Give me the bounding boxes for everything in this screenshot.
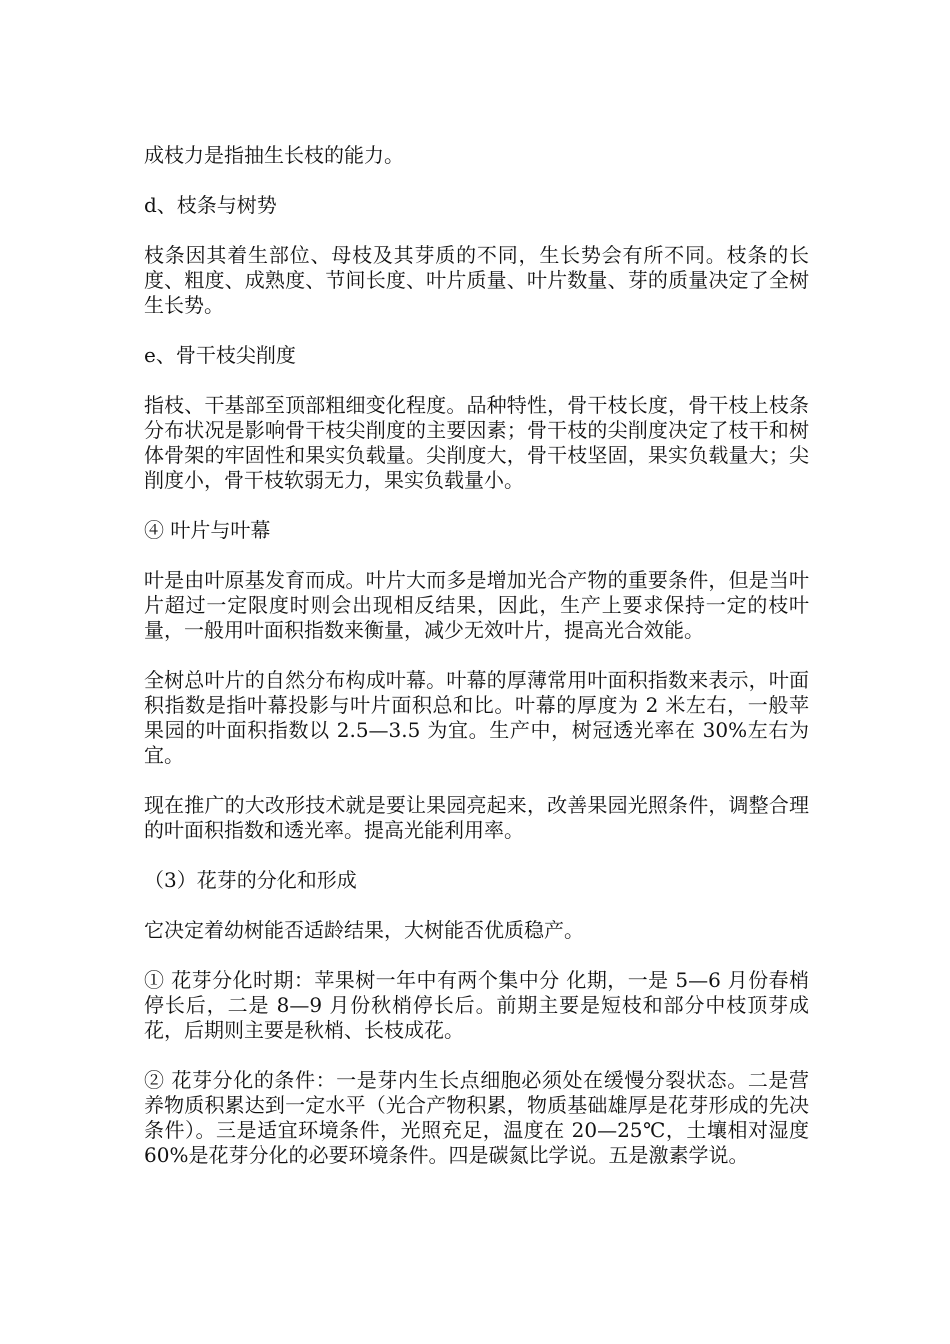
paragraph-branch-vigor: 枝条因其着生部位、母枝及其芽质的不同，生长势会有所不同。枝条的长度、粗度、成熟度、节间长度、叶片质量、叶片数量、芽的质量决定了全树生长势。 (144, 243, 809, 317)
paragraph-leaf-development: 叶是由叶原基发育而成。叶片大而多是增加光合产物的重要条件，但是当叶片超过一定限度时则会出现相反结果，因此，生产上要求保持一定的枝叶量，一般用叶面积指数来衡量，减少无效叶片，提高光合效能。 (144, 568, 809, 642)
heading-branch-and-vigor: d、枝条与树势 (144, 193, 277, 217)
paragraph-bud-importance: 它决定着幼树能否适龄结果，大树能否优质稳产。 (144, 918, 584, 942)
heading-flower-bud-differentiation: （3）花芽的分化和形成 (144, 868, 357, 892)
paragraph-differentiation-period: ① 花芽分化时期：苹果树一年中有两个集中分 化期，一是 5—6 月份春梢停长后，二是 8—9 月份秋梢停长后。前期主要是短枝和部分中枝顶芽成花，后期则主要是秋梢、长枝成花。 (144, 968, 809, 1042)
heading-leaves-and-canopy: ④ 叶片与叶幕 (144, 518, 271, 542)
heading-scaffold-taper: e、骨干枝尖削度 (144, 343, 296, 367)
paragraph-differentiation-conditions: ② 花芽分化的条件：一是芽内生长点细胞必须处在缓慢分裂状态。二是营养物质积累达到一定水平（光合产物积累，物质基础雄厚是花芽形成的先决条件）。三是适宜环境条件，光照充足，温度在 20—25℃，土壤相对湿度 60%是花芽分化的必要环境条件。四是碳氮比学说。五是激素学说。 (144, 1068, 809, 1167)
paragraph-canopy-structure: 全树总叶片的自然分布构成叶幕。叶幕的厚薄常用叶面积指数来表示，叶面积指数是指叶幕投影与叶片面积总和比。叶幕的厚度为 2 米左右，一般苹果园的叶面积指数以 2.5—3.5 为宜。生产中，树冠透光率在 30%左右为宜。 (144, 668, 809, 767)
paragraph-scaffold-taper: 指枝、干基部至顶部粗细变化程度。品种特性，骨干枝长度，骨干枝上枝条分布状况是影响骨干枝尖削度的主要因素；骨干枝的尖削度决定了枝干和树体骨架的牢固性和果实负载量。尖削度大，骨干枝坚固，果实负载量大；尖削度小，骨干枝软弱无力，果实负载量小。 (144, 393, 809, 492)
paragraph-shoot-forming-ability: 成枝力是指抽生长枝的能力。 (144, 143, 404, 167)
paragraph-reshaping-technique: 现在推广的大改形技术就是要让果园亮起来，改善果园光照条件，调整合理的叶面积指数和透光率。提高光能利用率。 (144, 793, 809, 842)
document-page (144, 143, 809, 1193)
